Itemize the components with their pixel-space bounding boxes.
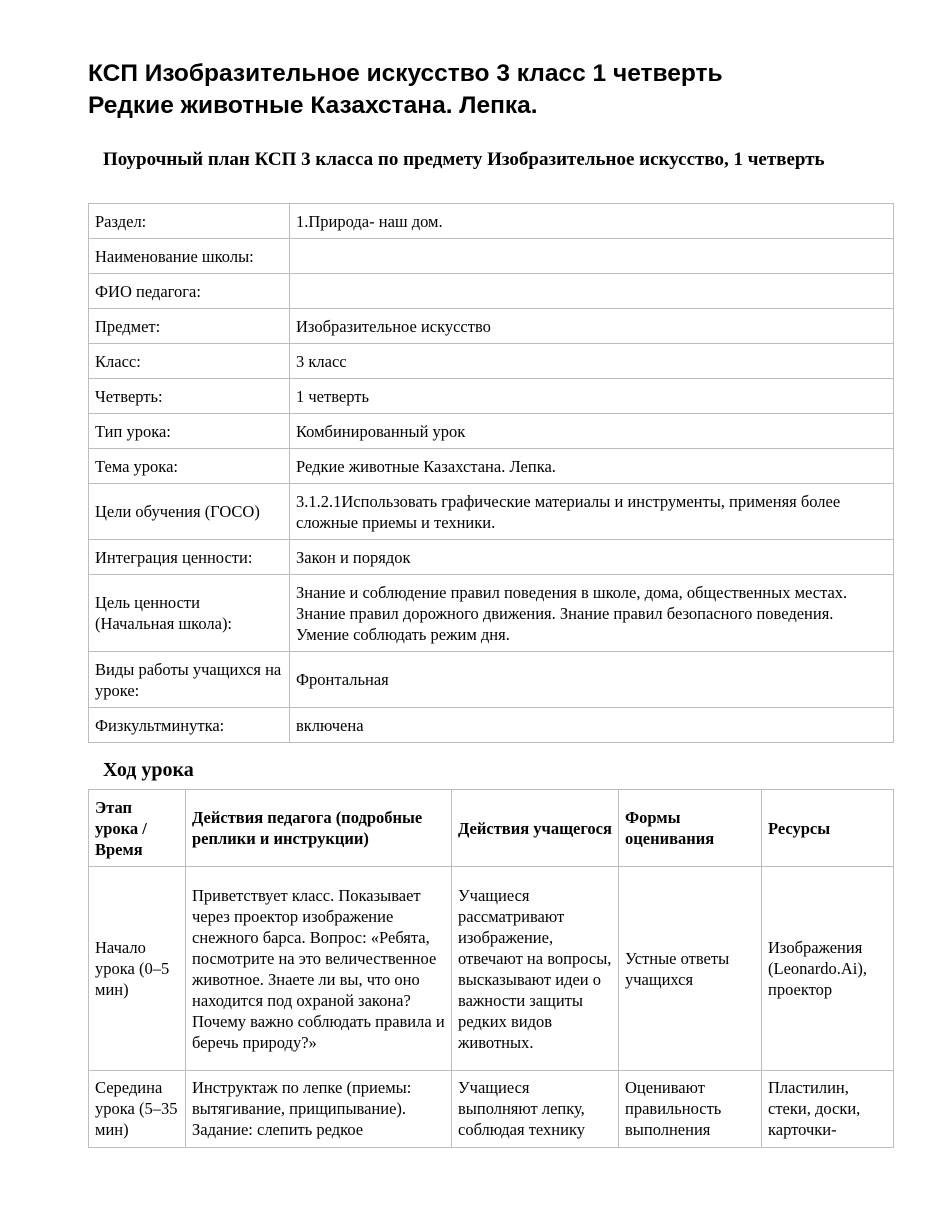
assessment-cell: Оценивают правильность выполнения <box>619 1071 762 1148</box>
table-row <box>89 204 894 239</box>
table-row <box>89 708 894 743</box>
info-label: Предмет: <box>89 309 290 344</box>
resources-cell: Пластилин, стеки, доски, карточки- <box>762 1071 894 1148</box>
stage-cell: Начало урока (0–5 мин) <box>89 867 186 1071</box>
table-row <box>89 379 894 414</box>
info-label: Класс: <box>89 344 290 379</box>
document-title-line-2: Редкие животные Казахстана. Лепка. <box>88 92 538 119</box>
document-title <box>88 58 893 122</box>
assessment-cell: Устные ответы учащихся <box>619 867 762 1071</box>
info-label: Наименование школы: <box>89 239 290 274</box>
info-value <box>290 239 894 274</box>
info-value: Редкие животные Казахстана. Лепка. <box>290 449 894 484</box>
table-row <box>89 239 894 274</box>
info-value: Знание и соблюдение правил поведения в школе, дома, общественных местах. Знание правил дорожного движения. Знание правил безопасного поведения. Умение соблюдать режим дня. <box>290 575 894 652</box>
table-row <box>89 484 894 540</box>
table-row <box>89 414 894 449</box>
table-row <box>89 449 894 484</box>
plan-heading: Поурочный план КСП 3 класса по предмету Изобразительное искусство, 1 четверть <box>103 149 825 170</box>
column-header-stage: Этап урока / Время <box>89 790 186 867</box>
student-actions-cell: Учащиеся рассматривают изображение, отвечают на вопросы, высказывают идеи о важности защиты редких видов животных. <box>452 867 619 1071</box>
info-value: Закон и порядок <box>290 540 894 575</box>
teacher-actions-cell: Инструктаж по лепке (приемы: вытягивание, прищипывание). Задание: слепить редкое <box>186 1071 452 1148</box>
table-row <box>89 1071 894 1148</box>
info-label: Четверть: <box>89 379 290 414</box>
info-label: Физкультминутка: <box>89 708 290 743</box>
table-row <box>89 867 894 1071</box>
table-row <box>89 652 894 708</box>
info-value: 1.Природа- наш дом. <box>290 204 894 239</box>
info-label: Раздел: <box>89 204 290 239</box>
table-row <box>89 575 894 652</box>
info-value: 3.1.2.1Использовать графические материалы и инструменты, применяя более сложные приемы и техники. <box>290 484 894 540</box>
stage-cell: Середина урока (5–35 мин) <box>89 1071 186 1148</box>
column-header-teacher-actions: Действия педагога (подробные реплики и инструкции) <box>186 790 452 867</box>
table-row <box>89 344 894 379</box>
lesson-progress-table <box>88 789 894 1148</box>
column-header-student-actions: Действия учащегося <box>452 790 619 867</box>
info-value <box>290 274 894 309</box>
column-header-assessment: Формы оценивания <box>619 790 762 867</box>
info-value: Фронтальная <box>290 652 894 708</box>
info-value: Изобразительное искусство <box>290 309 894 344</box>
student-actions-cell: Учащиеся выполняют лепку, соблюдая технику <box>452 1071 619 1148</box>
info-label: Тип урока: <box>89 414 290 449</box>
lesson-info-table <box>88 203 894 743</box>
info-label: Цели обучения (ГОСО) <box>89 484 290 540</box>
table-row <box>89 540 894 575</box>
column-header-resources: Ресурсы <box>762 790 894 867</box>
table-header-row <box>89 790 894 867</box>
teacher-actions-cell: Приветствует класс. Показывает через проектор изображение снежного барса. Вопрос: «Ребята, посмотрите на это величественное животное. Знаете ли вы, что оно находится под охраной закона? Почему важно соблюдать правила и беречь природу?» <box>186 867 452 1071</box>
info-label: Цель ценности (Начальная школа): <box>89 575 290 652</box>
lesson-progress-heading: Ход урока <box>103 759 194 781</box>
info-label: Тема урока: <box>89 449 290 484</box>
info-label: ФИО педагога: <box>89 274 290 309</box>
table-row <box>89 274 894 309</box>
info-value: Комбинированный урок <box>290 414 894 449</box>
document-title-line-1: КСП Изобразительное искусство 3 класс 1 четверть <box>88 60 723 87</box>
info-label: Виды работы учащихся на уроке: <box>89 652 290 708</box>
info-value: 1 четверть <box>290 379 894 414</box>
info-label: Интеграция ценности: <box>89 540 290 575</box>
resources-cell: Изображения (Leonardo.Ai), проектор <box>762 867 894 1071</box>
table-row <box>89 309 894 344</box>
info-value: включена <box>290 708 894 743</box>
info-value: 3 класс <box>290 344 894 379</box>
